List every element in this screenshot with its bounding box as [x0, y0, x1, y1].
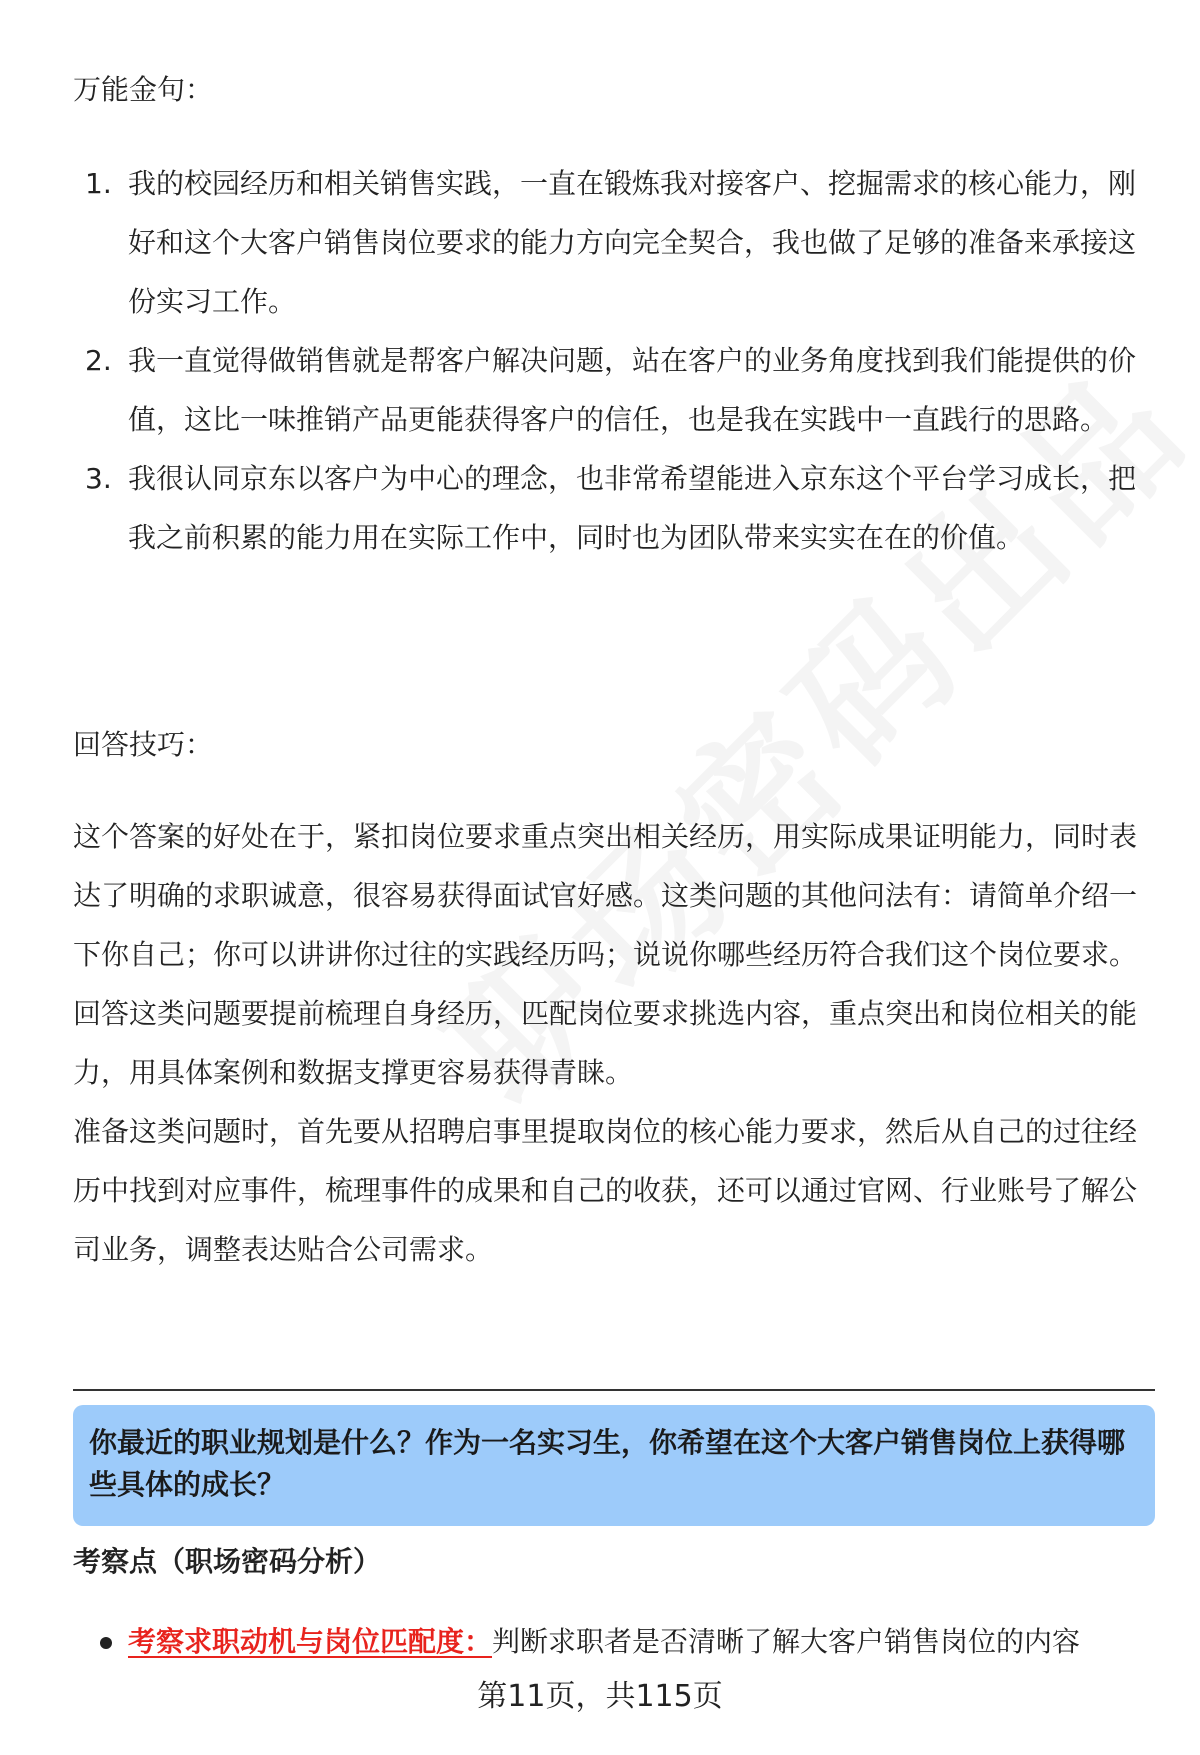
bullet-dot-icon: [100, 1637, 112, 1649]
analysis-heading: 考察点（职场密码分析）: [73, 1545, 382, 1578]
list-item-number: 2.: [85, 344, 112, 377]
list-item-text: 我的校园经历和相关销售实践，一直在锻炼我对接客户、挖掘需求的核心能力，刚好和这个大客户销售岗位要求的能力方向完全契合，我也做了足够的准备来承接这份实习工作。: [128, 167, 1137, 318]
list-item-text: 我一直觉得做销售就是帮客户解决问题，站在客户的业务角度找到我们能提供的价值，这比一味推销产品更能获得客户的信任，也是我在实践中一直践行的思路。: [128, 344, 1137, 436]
bullet-body: 判断求职者是否清晰了解大客户销售岗位的内容: [492, 1625, 1081, 1658]
question-text: 你最近的职业规划是什么？作为一名实习生，你希望在这个大客户销售岗位上获得哪些具体的成长？: [89, 1426, 1126, 1501]
tips-body: [73, 807, 1155, 1279]
list-item-number: 1.: [85, 167, 112, 200]
bullet-highlight: 考察求职动机与岗位匹配度：: [128, 1625, 493, 1658]
question-box: [73, 1405, 1155, 1526]
tips-paragraph: 回答这类问题要提前梳理自身经历，匹配岗位要求挑选内容，重点突出和岗位相关的能力，用具体案例和数据支撑更容易获得青睐。: [73, 997, 1138, 1089]
golden-phrases-list: [73, 154, 1155, 567]
list-item: [73, 449, 1155, 567]
page-footer: 第11页，共115页: [477, 1679, 723, 1714]
section-divider: [73, 1389, 1155, 1391]
list-item: [73, 154, 1155, 331]
tips-label: 回答技巧：: [73, 728, 214, 761]
bullet-text: [128, 1622, 1080, 1662]
golden-phrases-label: 万能金句：: [73, 73, 214, 106]
tips-paragraph: 这个答案的好处在于，紧扣岗位要求重点突出相关经历，用实际成果证明能力，同时表达了明确的求职诚意，很容易获得面试官好感。这类问题的其他问法有：请简单介绍一下你自己；你可以讲讲你过往的实践经历吗；说说你哪些经历符合我们这个岗位要求。: [73, 820, 1138, 971]
list-item: [73, 331, 1155, 449]
list-item-number: 3.: [85, 462, 112, 495]
list-item-text: 我很认同京东以客户为中心的理念，也非常希望能进入京东这个平台学习成长，把我之前积累的能力用在实际工作中，同时也为团队带来实实在在的价值。: [128, 462, 1137, 554]
tips-paragraph: 准备这类问题时，首先要从招聘启事里提取岗位的核心能力要求，然后从自己的过往经历中找到对应事件，梳理事件的成果和自己的收获，还可以通过官网、行业账号了解公司业务，调整表达贴合公司需求。: [73, 1115, 1138, 1266]
